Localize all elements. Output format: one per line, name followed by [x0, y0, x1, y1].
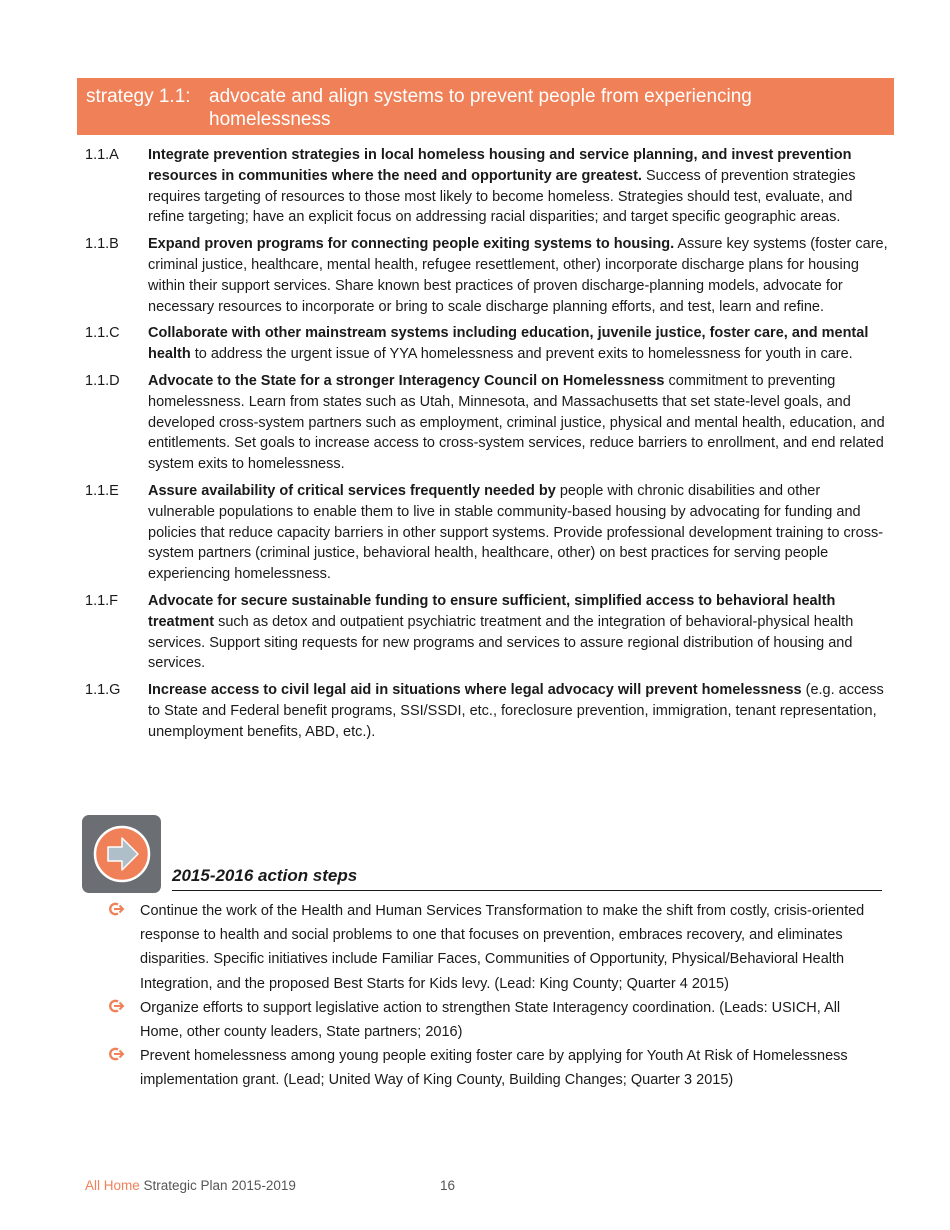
strategy-label: strategy 1.1: [86, 86, 191, 107]
action-step [0, 899, 950, 996]
item-text: to address the urgent issue of YYA homelessness and prevent exits to homelessness for youth in care. [190, 346, 853, 363]
strategy-item [0, 145, 950, 228]
item-heading: Collaborate with other mainstream systems including education, juvenile justice, foster care, and mental health [148, 325, 869, 363]
strategy-item [0, 234, 950, 317]
item-text: (e.g. access to State and Federal benefit programs, SSI/SSDI, etc., foreclosure prevention, immigration, tenant representation, unemployment benefits, ABD, etc.). [148, 682, 884, 740]
item-number: 1.1.A [85, 147, 119, 163]
item-heading: Assure availability of critical services frequently needed by [148, 482, 556, 499]
strategy-item [0, 591, 950, 674]
item-number: 1.1.B [85, 236, 119, 253]
footer-title: Strategic Plan 2015-2019 [139, 1178, 296, 1193]
arrow-bullet-icon [109, 901, 125, 917]
item-number: 1.1.G [85, 682, 121, 699]
item-heading: Integrate prevention strategies in local homeless housing and service planning, and invest prevention resources in communities where the need and opportunity are greatest. [148, 147, 852, 184]
page-number: 16 [440, 1178, 456, 1193]
action-step [0, 1044, 950, 1092]
item-heading: Expand proven programs for connecting people exiting systems to housing. [148, 236, 675, 253]
item-heading: Advocate to the State for a stronger Interagency Council on Homelessness [148, 372, 665, 389]
action-step-text: Prevent homelessness among young people exiting foster care by applying for Youth At Risk of Homelessness implementation grant. (Lead; United Way of King County, Building Changes; Quarter 3 2015) [140, 1048, 848, 1089]
item-number: 1.1.D [85, 372, 120, 389]
item-text: Success of prevention strategies requires targeting of resources to those most likely to become homeless. Strategies should test, evaluate, and refine targeting; have an explicit focus on addressing racial disparities; and target specific geographic areas. [148, 167, 856, 226]
action-steps-heading: 2015-2016 action steps [172, 865, 882, 891]
item-text: people with chronic disabilities and other vulnerable populations to enable them to live in stable community-based housing by advocating for funding and policies that reduce capacity barriers in other support systems. Provide professional development training to cross-system partners (criminal justice, behavioral health, healthcare, other) on best practices for serving people experiencing homelessness. [148, 482, 884, 583]
action-step-text: Organize efforts to support legislative action to strengthen State Interagency coordination. (Leads: USICH, All Home, other county leaders, State partners; 2016) [140, 999, 841, 1041]
item-text: such as detox and outpatient psychiatric treatment and the integration of behavioral-physical health services. Support siting requests for new programs and services to assure regional distribution of housing and services. [148, 613, 854, 672]
arrow-bullet-icon [109, 998, 125, 1014]
strategy-item [0, 323, 950, 365]
strategy-list [0, 145, 950, 749]
action-step [0, 996, 950, 1044]
item-text: commitment to preventing homelessness. Learn from states such as Utah, Minnesota, and Massachusetts that set state-level goals, and developed cross-system partners such as employment, criminal justice, physical and mental health, education, and entitlements. Set goals to increase access to cross-system services, reduce barriers to enrollment, and end related system exits to homelessness. [148, 372, 885, 473]
item-number: 1.1.E [85, 482, 119, 499]
arrow-bullet-icon [109, 1046, 125, 1062]
strategy-item [0, 371, 950, 475]
item-text: Assure key systems (foster care, criminal justice, healthcare, mental health, refugee resettlement, other) incorporate discharge plans for housing within their support services. Share known best practices of proven discharge-planning models, advocate for necessary resources to incorporate or bring to scale discharge planning efforts, and test, learn and refine. [148, 236, 888, 315]
item-number: 1.1.F [85, 592, 119, 609]
item-number: 1.1.C [85, 325, 120, 342]
strategy-item [0, 680, 950, 742]
item-heading: Increase access to civil legal aid in situations where legal advocacy will prevent homelessness [148, 682, 802, 699]
action-steps-list [0, 899, 950, 1093]
footer-brand: All Home [85, 1178, 140, 1193]
strategy-title: advocate and align systems to prevent people from experiencing homelessness [209, 86, 752, 130]
strategy-banner [77, 78, 894, 135]
arrow-circle-icon [82, 815, 161, 893]
strategy-item [0, 481, 950, 585]
arrow-right-icon [82, 815, 161, 893]
action-step-text: Continue the work of the Health and Human Services Transformation to make the shift from costly, crisis-oriented response to health and social problems to one that focuses on prevention, embraces recovery, and eliminates disparities. Specific initiatives include Familiar Faces, Communities of Opportunity, Physical/Behavioral Health Integration, and the proposed Best Starts for Kids levy. (Lead: King County; Quarter 4 2015) [140, 903, 865, 992]
page-footer [85, 1178, 456, 1193]
item-heading: Advocate for secure sustainable funding to ensure sufficient, simplified access to behavioral health treatment [148, 592, 836, 630]
